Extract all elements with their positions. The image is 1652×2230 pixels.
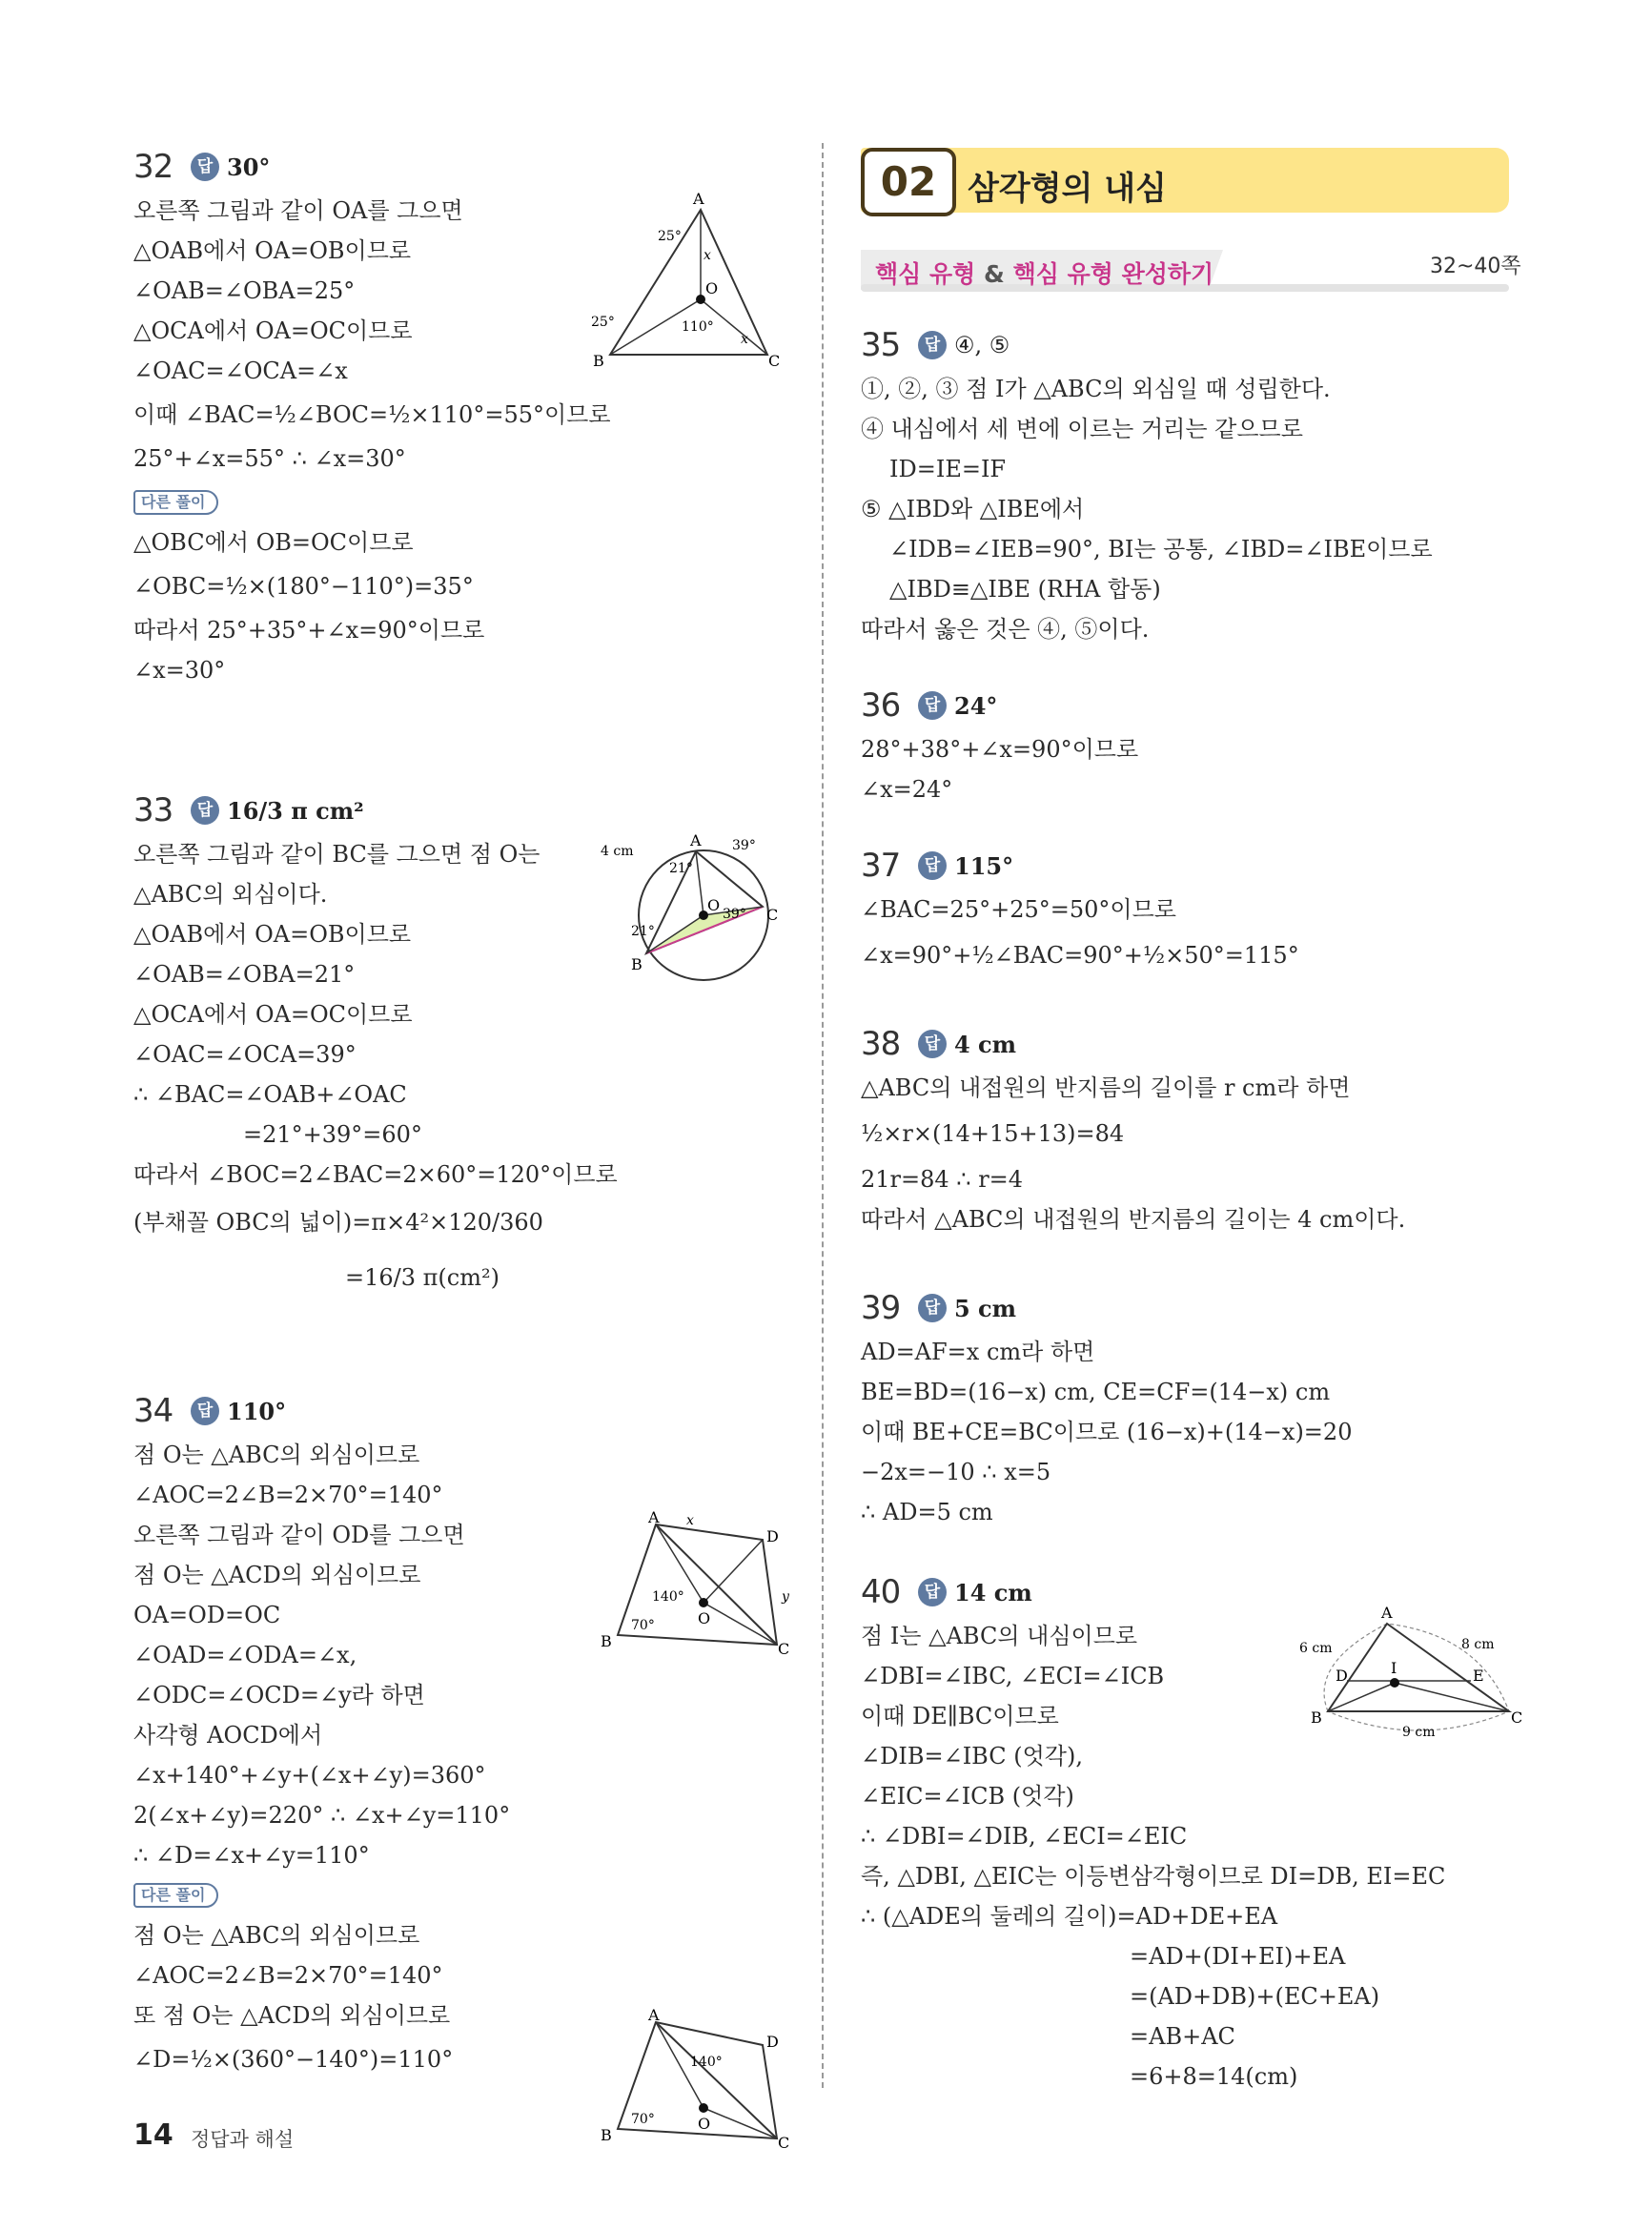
angle-label: 21°: [631, 924, 655, 939]
answer-badge: 답: [918, 331, 947, 359]
solution-line: 점 O는 △ABC의 외심이므로: [133, 1442, 420, 1468]
page-range: 32~40쪽: [1430, 255, 1521, 278]
solution-line: =6+8=14(cm): [1130, 2063, 1298, 2090]
length-label: 8 cm: [1461, 1637, 1495, 1652]
problem-number: 40: [861, 1573, 901, 1611]
solution-line: △OCA에서 OA=OC이므로: [133, 317, 413, 344]
problem-35: [861, 321, 1519, 649]
vertex-label: A: [648, 1508, 660, 1526]
problem-39: [861, 1284, 1519, 1532]
section-title: 삼각형의 내심: [968, 170, 1167, 208]
vertex-label: C: [1511, 1708, 1523, 1727]
problem-number: 39: [861, 1289, 901, 1327]
solution-line: ⑤ △IBD와 △IBE에서: [861, 496, 1085, 522]
angle-label: 39°: [732, 838, 756, 853]
solution-line: AD=AF=x cm라 하면: [861, 1339, 1095, 1365]
vertex-label: C: [778, 1640, 790, 1658]
section-header-bar: [861, 148, 1509, 213]
solution-line: ∠AOC=2∠B=2×70°=140°: [133, 1482, 443, 1508]
vertex-label: C: [766, 906, 779, 924]
solution-line: △ABC의 외심이다.: [133, 881, 328, 908]
answer-badge: 답: [918, 1578, 947, 1606]
solution-line: −2x=−10 ∴ x=5: [861, 1459, 1051, 1485]
solution-line: 이때 ∠BAC=½∠BOC=½×110°=55°이므로: [133, 401, 611, 428]
solution-line: 오른쪽 그림과 같이 OD를 그으면: [133, 1522, 465, 1548]
solution-line: ∠EIC=∠ICB (엇각): [861, 1783, 1074, 1810]
solution-line: 점 I는 △ABC의 내심이므로: [861, 1623, 1138, 1649]
quadrilateral-figure-34-alt: [601, 2007, 791, 2150]
other-solution-tag: 다른 풀이: [133, 490, 218, 515]
vertex-label: O: [707, 896, 721, 914]
angle-label: 39°: [723, 907, 746, 922]
problem-number: 35: [861, 326, 901, 364]
solution-line: △IBD≡△IBE (RHA 합동): [889, 576, 1161, 603]
vertex-label: B: [631, 955, 642, 973]
vertex-label: D: [1336, 1667, 1348, 1685]
solution-line: △ABC의 내접원의 반지름의 길이를 r cm라 하면: [861, 1074, 1351, 1101]
answer: 5 cm: [954, 1294, 1017, 1322]
angle-label: 21°: [669, 861, 693, 876]
answer: 30°: [227, 153, 271, 181]
solution-line: ①, ②, ③ 점 I가 △ABC의 외심일 때 성립한다.: [861, 376, 1331, 402]
problem-number: 38: [861, 1025, 901, 1063]
problem-number: 34: [133, 1392, 173, 1430]
solution-line: ∠D=½×(360°−140°)=110°: [133, 2046, 454, 2073]
vertex-label: E: [1473, 1667, 1484, 1685]
answer-badge: 답: [918, 851, 947, 880]
solution-line: △OCA에서 OA=OC이므로: [133, 1001, 413, 1028]
problem-number: 36: [861, 686, 901, 725]
solution-line: 25°+∠x=55° ∴ ∠x=30°: [133, 445, 406, 472]
solution-line: ∴ ∠BAC=∠OAB+∠OAC: [133, 1081, 407, 1108]
solution-line: (부채꼴 OBC의 넓이)=π×4²×120/360: [133, 1209, 543, 1236]
length-label: 6 cm: [1299, 1641, 1333, 1656]
vertex-label: A: [690, 831, 702, 849]
solution-line: ∠x=90°+½∠BAC=90°+½×50°=115°: [861, 942, 1299, 969]
angle-label: 110°: [682, 319, 714, 335]
answer: 24°: [954, 691, 998, 720]
solution-line: ∠x=30°: [133, 657, 226, 684]
angle-label: 140°: [690, 2055, 723, 2070]
answer: 110°: [227, 1397, 287, 1425]
problem-37: [861, 842, 1519, 981]
solution-line: 점 O는 △ACD의 외심이므로: [133, 1562, 421, 1588]
angle-label: x: [741, 332, 748, 347]
solution-line: OA=OD=OC: [133, 1602, 281, 1628]
vertex-label: D: [766, 1527, 779, 1545]
angle-label: x: [686, 1513, 694, 1528]
solution-line: BE=BD=(16−x) cm, CE=CF=(14−x) cm: [861, 1379, 1331, 1405]
solution-line: 따라서 옳은 것은 ④, ⑤이다.: [861, 616, 1150, 643]
solution-line: 2(∠x+∠y)=220° ∴ ∠x+∠y=110°: [133, 1802, 511, 1829]
incenter-figure-40: [1299, 1604, 1523, 1740]
length-label: 4 cm: [601, 844, 634, 859]
answer: 14 cm: [954, 1578, 1032, 1606]
circle-figure-33: [601, 831, 791, 996]
solution-line: 따라서 ∠BOC=2∠BAC=2×60°=120°이므로: [133, 1161, 618, 1188]
solution-line: ∠OAB=∠OBA=25°: [133, 277, 356, 304]
solution-line: ∠DBI=∠IBC, ∠ECI=∠ICB: [861, 1663, 1165, 1689]
angle-label: 25°: [658, 229, 682, 244]
vertex-label: C: [768, 352, 781, 370]
length-label: 9 cm: [1402, 1725, 1436, 1740]
section-number: 02: [861, 148, 956, 216]
answer: 16/3 π cm²: [227, 796, 364, 825]
vertex-label: O: [698, 2115, 711, 2133]
solution-line: 이때 DE∥BC이므로: [861, 1703, 1059, 1729]
answer-badge: 답: [191, 1397, 219, 1425]
solution-line: 사각형 AOCD에서: [133, 1722, 323, 1749]
solution-line: △OAB에서 OA=OB이므로: [133, 921, 412, 948]
solution-line: 따라서 25°+35°+∠x=90°이므로: [133, 617, 485, 644]
solution-line: =AD+(DI+EI)+EA: [1130, 1943, 1346, 1970]
quadrilateral-figure-34: [601, 1508, 791, 1658]
vertex-label: A: [1381, 1604, 1393, 1622]
angle-label: 70°: [631, 2112, 655, 2127]
solution-line: ④ 내심에서 세 변에 이르는 거리는 같으므로: [861, 416, 1303, 442]
problem-40: [861, 1568, 1523, 2097]
solution-line: ∠AOC=2∠B=2×70°=140°: [133, 1962, 443, 1989]
vertex-label: B: [601, 2126, 612, 2144]
solution-line: 따라서 △ABC의 내접원의 반지름의 길이는 4 cm이다.: [861, 1206, 1406, 1233]
solution-line: =16/3 π(cm²): [345, 1264, 500, 1291]
vertex-label: D: [766, 2033, 779, 2051]
vertex-label: B: [601, 1632, 612, 1650]
solution-line: △OBC에서 OB=OC이므로: [133, 529, 414, 556]
solution-line: ∠OAC=∠OCA=39°: [133, 1041, 357, 1068]
solution-line: △OAB에서 OA=OB이므로: [133, 237, 412, 264]
solution-line: ∴ ∠D=∠x+∠y=110°: [133, 1842, 370, 1869]
solution-line: 즉, △DBI, △EIC는 이등변삼각형이므로 DI=DB, EI=EC: [861, 1863, 1446, 1890]
answer: 4 cm: [954, 1030, 1017, 1058]
answer-badge: 답: [918, 1294, 947, 1322]
solution-line: ∠BAC=25°+25°=50°이므로: [861, 896, 1176, 923]
solution-line: ∠DIB=∠IBC (엇각),: [861, 1743, 1083, 1770]
problem-36: [861, 682, 1519, 809]
solution-line: ∴ ∠DBI=∠DIB, ∠ECI=∠EIC: [861, 1823, 1188, 1850]
other-solution-tag: 다른 풀이: [133, 1883, 218, 1908]
solution-line: ∠OBC=½×(180°−110°)=35°: [133, 573, 474, 600]
page-number: 14: [133, 2118, 173, 2152]
angle-label: 25°: [591, 315, 615, 330]
solution-line: ID=IE=IF: [889, 456, 1007, 482]
answer: ④, ⑤: [954, 332, 1010, 358]
vertex-label: I: [1391, 1659, 1397, 1677]
solution-line: 오른쪽 그림과 같이 OA를 그으면: [133, 197, 463, 224]
solution-line: ∴ (△ADE의 둘레의 길이)=AD+DE+EA: [861, 1903, 1278, 1930]
vertex-label: C: [778, 2134, 790, 2152]
solution-line: ∠OAD=∠ODA=∠x,: [133, 1642, 357, 1668]
solution-line: 점 O는 △ABC의 외심이므로: [133, 1922, 420, 1949]
vertex-label: A: [693, 190, 704, 208]
solution-line: ∠x=24°: [861, 776, 953, 803]
problem-number: 33: [133, 791, 173, 829]
answer: 115°: [954, 851, 1014, 880]
vertex-label: O: [698, 1609, 711, 1627]
solution-line: ∠ODC=∠OCD=∠y라 하면: [133, 1682, 425, 1708]
solution-line: =(AD+DB)+(EC+EA): [1130, 1983, 1380, 2010]
vertex-label: B: [1311, 1708, 1322, 1727]
answer-badge: 답: [918, 1030, 947, 1058]
solution-line: ∴ AD=5 cm: [861, 1499, 993, 1525]
column-divider: [822, 143, 824, 2088]
solution-line: 오른쪽 그림과 같이 BC를 그으면 점 O는: [133, 841, 540, 868]
problem-33: [133, 787, 779, 1305]
angle-label: 70°: [631, 1618, 655, 1633]
solution-line: 이때 BE+CE=BC이므로 (16−x)+(14−x)=20: [861, 1419, 1353, 1445]
problem-32: [133, 143, 781, 690]
answer-badge: 답: [918, 691, 947, 720]
answer-badge: 답: [191, 153, 219, 181]
answer-badge: 답: [191, 796, 219, 825]
problem-number: 37: [861, 847, 901, 885]
solution-line: 21r=84 ∴ r=4: [861, 1166, 1024, 1193]
solution-line: ∠x+140°+∠y+(∠x+∠y)=360°: [133, 1762, 486, 1789]
solution-line: ∠OAC=∠OCA=∠x: [133, 358, 348, 384]
triangle-figure-32: [591, 190, 782, 370]
angle-label: x: [704, 248, 711, 263]
footer-label: 정답과 해설: [191, 2128, 295, 2151]
vertex-label: O: [705, 279, 719, 297]
solution-line: ½×r×(14+15+13)=84: [861, 1120, 1125, 1147]
subsection-title: 핵심 유형 & 핵심 유형 완성하기: [875, 260, 1214, 288]
vertex-label: A: [648, 2006, 660, 2024]
vertex-label: B: [593, 352, 604, 370]
solution-line: ∠IDB=∠IEB=90°, BI는 공통, ∠IBD=∠IBE이므로: [889, 536, 1433, 563]
solution-line: 또 점 O는 △ACD의 외심이므로: [133, 2002, 451, 2029]
solution-line: 28°+38°+∠x=90°이므로: [861, 736, 1139, 763]
solution-line: ∠OAB=∠OBA=21°: [133, 961, 356, 988]
problem-number: 32: [133, 148, 173, 186]
solution-line: =21°+39°=60°: [243, 1121, 422, 1148]
problem-38: [861, 1020, 1519, 1239]
solution-line: =AB+AC: [1130, 2023, 1235, 2050]
angle-label: 140°: [652, 1589, 684, 1605]
angle-label: y: [782, 1589, 789, 1605]
